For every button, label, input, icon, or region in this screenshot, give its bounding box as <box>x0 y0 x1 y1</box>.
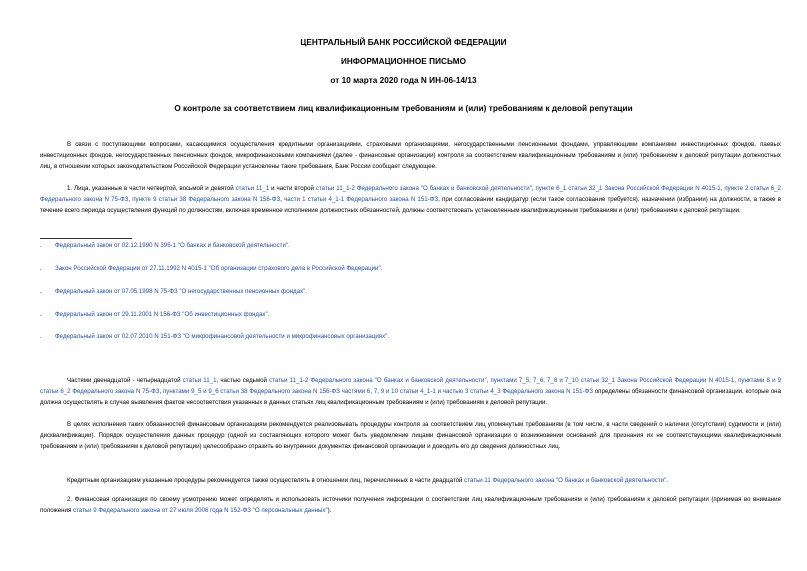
text: , <box>531 185 536 192</box>
footnote-5[interactable]: . Федеральный закон от 02.07.2010 N 151-ФЗ "О микрофинансовой деятельности и микрофинансовых организациях". <box>40 333 390 340</box>
intro-paragraph <box>40 140 781 173</box>
footnote-1[interactable]: . Федеральный закон от 02.12.1990 N 395-1 "О банках и банковской деятельности". <box>40 242 290 249</box>
footnote-3[interactable]: . Федеральный закон от 07.05.1998 N 75-ФЗ "О негосударственных пенсионных фондах". <box>40 288 307 295</box>
paragraph-4 <box>40 476 781 487</box>
text: и части второй <box>269 185 316 192</box>
issuer-heading: ЦЕНТРАЛЬНЫЙ БАНК РОССИЙСКОЙ ФЕДЕРАЦИИ <box>300 38 507 47</box>
law-link[interactable]: части 1 статьи 4_1-1 Федерального закона N 151-ФЗ <box>284 195 439 203</box>
text: 2. Финансовая организация по своему усмотрению может определять и использовать источники получения информации о соответствии лиц квалификационным требованиям и (или) требованиям к деловой репутации (принимая во внимание положения <box>40 496 781 514</box>
footnote-2[interactable]: . Закон Российской Федерации от 27.11.1992 N 4015-1 "Об организации страхового дела в Российской Федерации". <box>40 265 383 272</box>
law-link[interactable]: пункте 9 статьи 38 Федерального закона N 156-ФЗ <box>132 195 281 203</box>
text: , <box>486 377 491 384</box>
paragraph-1 <box>40 184 781 217</box>
law-link[interactable]: статьи 9 Федерального закона от 27 июля 2006 года N 152-ФЗ "О персональных данных" <box>72 506 328 514</box>
paragraph-3 <box>40 420 781 453</box>
footnote-separator <box>40 238 132 239</box>
footnote-link[interactable]: Закон Российской Федерации от 27.11.1992 N 4015-1 "Об организации страхового дела в Российской Федерации". <box>55 265 383 272</box>
text: , частью седьмой <box>216 377 270 384</box>
text: , при согласовании кандидатур (если такое согласование требуется), назначении (избрании) на должности, а также в течение всего периода осуществления функций по должностям, включая временное исполнение должностных обязанностей, должны соответствовать установленным квалификационным требованиям и (или) требованиям к деловой репутации. <box>40 195 781 214</box>
law-link[interactable]: статьи 11_1-2 Федерального закона "О банках и банковской деятельности" <box>315 185 532 192</box>
text: , <box>280 195 285 203</box>
law-link[interactable]: статьи 11_1 <box>235 185 270 192</box>
text: 1. Лица, указанные в части четвертой, восьмой и девятой <box>67 185 236 192</box>
text: Кредитным организациям указанные процедуры рекомендуется также осуществлять в отношении лиц, перечисленных в части двадцатой <box>67 477 465 484</box>
paragraph-2 <box>40 376 781 409</box>
footnote-link[interactable]: Федеральный закон от 07.05.1998 N 75-ФЗ "О негосударственных пенсионных фондах". <box>55 288 307 295</box>
text: Частями двенадцатой - четырнадцатой <box>67 377 183 384</box>
text: , <box>159 387 163 395</box>
text: , <box>128 195 133 203</box>
date-number-heading: от 10 марта 2020 года N ИН-06-14/13 <box>330 76 477 85</box>
paragraph-5 <box>40 495 781 517</box>
subject-heading: О контроле за соответствием лиц квалификационным требованиям и (или) требованиям к деловой репутации <box>174 104 633 113</box>
law-link[interactable]: пунктами 7_5, 7_6, 7_8 и 7_10 статьи 32_1 Закона Российской Федерации N 4015-1 <box>490 377 735 384</box>
law-link[interactable]: частями 6, 7, 9 и 10 статьи 4_1-1 и частью 3 статьи 4_3 Федерального закона N 151-ФЗ <box>341 387 593 395</box>
footnote-4[interactable]: . Федеральный закон от 29.11.2001 N 156-ФЗ "Об инвестиционных фондах". <box>40 311 270 318</box>
law-link[interactable]: пункте 6_1 статьи 32_1 Закона Российской Федерации N 4015-1 <box>535 185 721 192</box>
text: . <box>666 477 668 484</box>
law-link[interactable]: пунктами 8 и 9 статьи 6_2 Федерального закона N 75-ФЗ <box>40 377 782 395</box>
footnote-link[interactable]: Федеральный закон от 29.11.2001 N 156-ФЗ "Об инвестиционных фондах". <box>55 311 270 318</box>
law-link[interactable]: статьи 11_1-2 Федерального закона "О банках и банковской деятельности" <box>269 377 487 384</box>
law-link[interactable]: пункте 2 статьи 6_2 Федерального закона N 75-ФЗ <box>40 185 781 203</box>
text: , <box>720 185 725 192</box>
law-link[interactable]: статьи 11_1 <box>182 377 217 384</box>
text: , <box>734 377 739 384</box>
footnote-link[interactable]: Федеральный закон от 02.07.2010 N 151-ФЗ "О микрофинансовой деятельности и микрофинансовых организациях". <box>55 333 390 340</box>
text: В целях исполнения таких обязанностей финансовым организациям рекомендуется реализовывать процедуры контроля за соответствием лиц упомянутым требованиям (в том числе, в части сведений о наличии (отсутствии) судимости и (или) дисквалификации). Порядок осуществления данных процедур (одной из составляющих которого может быть уведомление лицами финансовой организации о возникновении оснований для признания их не соответствующими квалификационным требованиям и (или) требованиям к деловой репутации) целесообразно отразить во внутренних документах финансовой организации и доводить его до сведения должностных лиц. <box>40 421 781 450</box>
law-link[interactable]: статьи 11 Федерального закона "О банках и банковской деятельности" <box>464 477 667 484</box>
text: ). <box>327 506 332 514</box>
doc-type-heading: ИНФОРМАЦИОННОЕ ПИСЬМО <box>340 57 466 66</box>
footnote-link[interactable]: Федеральный закон от 02.12.1990 N 395-1 "О банках и банковской деятельности". <box>55 242 290 249</box>
law-link[interactable]: пунктами 9_5 и 9_6 статьи 38 Федерального закона N 156-ФЗ <box>162 387 340 395</box>
text: определены обязанности финансовой организации, которые она должна осуществлять в случае выявления фактов несоответствия указанных в данных статьях лиц квалификационным требованиям и (или) требованиям к деловой репутации. <box>40 387 781 406</box>
intro-text: В связи с поступающими вопросами, касающимися осуществления кредитными организациями, страховыми организациями, негосударственными пенсионными фондами, управляющими компаниями инвестиционных фондов, паевых инвестиционных фондов, негосударственных пенсионных фондов, микрофинансовыми компаниями (далее - финансовые организации) контроля за соответствием квалификационным требованиям и (или) требованиям к деловой репутации должностных лиц, в отношении которых законодательством Российской Федерации установлены такие требования, Банк России сообщает следующее. <box>40 141 781 170</box>
